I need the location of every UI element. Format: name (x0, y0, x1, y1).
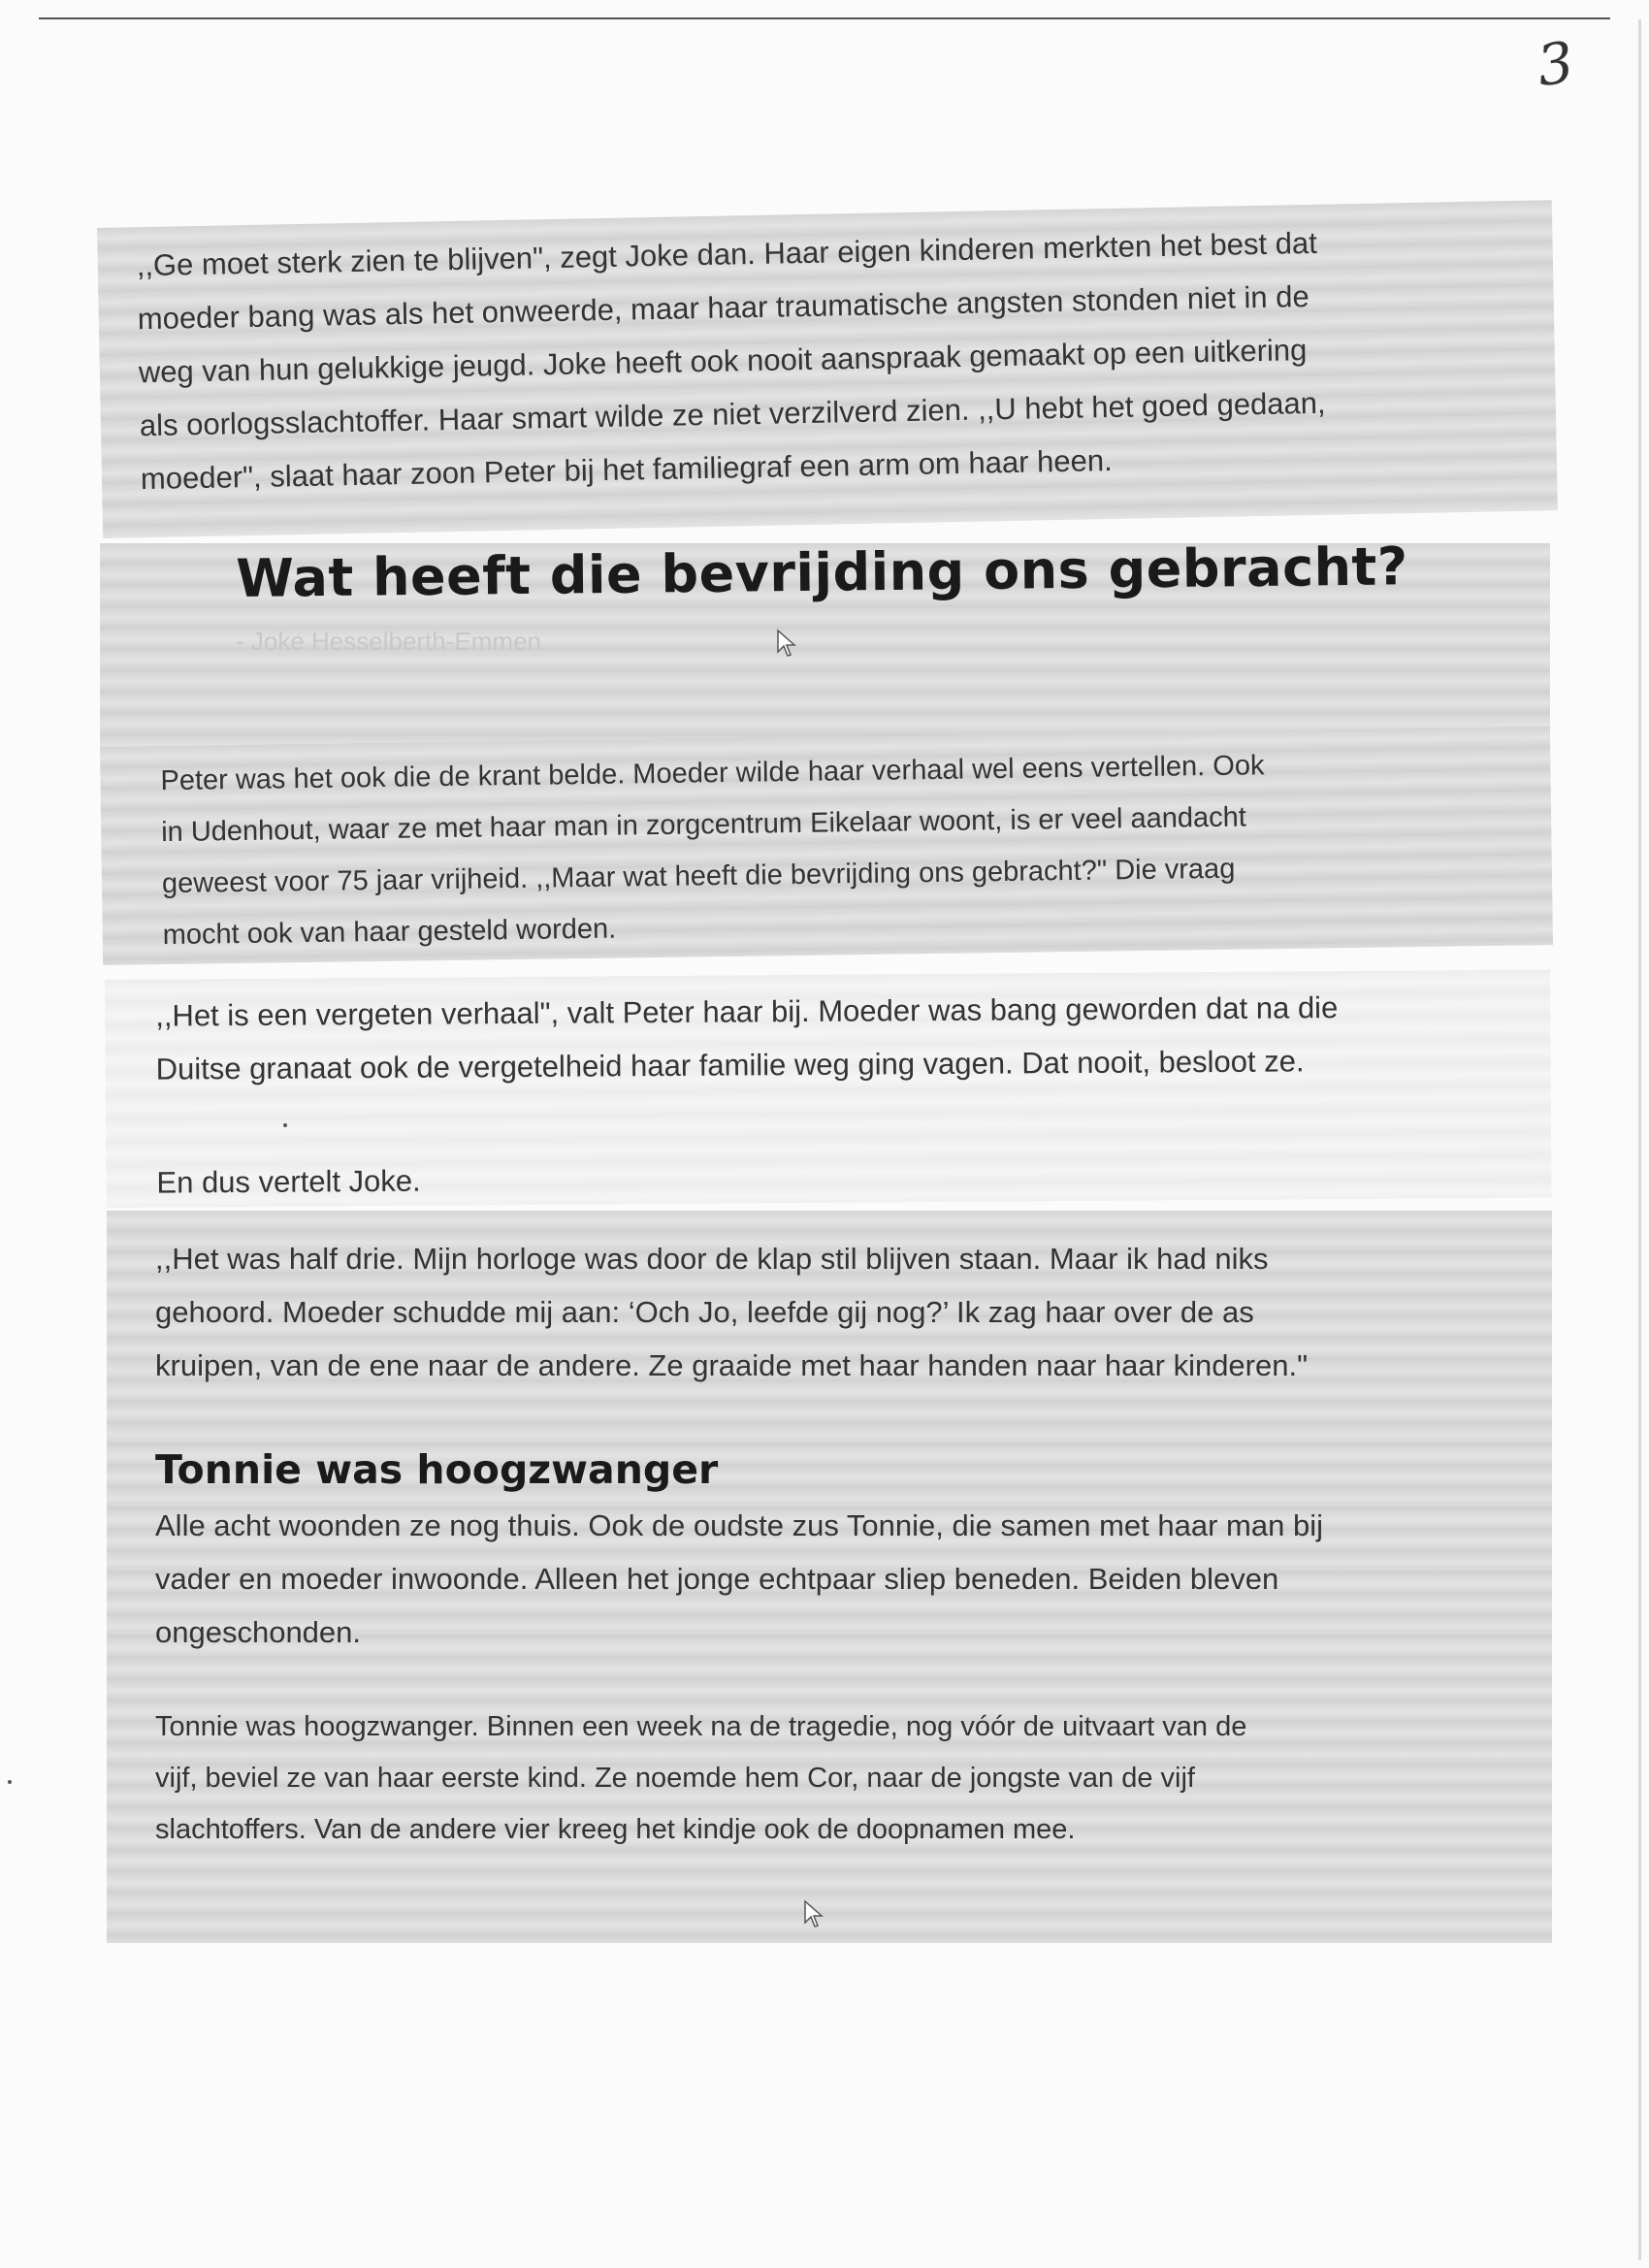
text-line: gehoord. Moeder schudde mij aan: ‘Och Jo, leefde gij nog?’ Ik zag haar over de as (155, 1295, 1254, 1329)
section-subhead: Tonnie was hoogzwanger (155, 1446, 719, 1493)
text-line: Alle acht woonden ze nog thuis. Ook de oudste zus Tonnie, die samen met haar man bij (155, 1508, 1323, 1542)
paragraph-en-dus: En dus vertelt Joke. (156, 1163, 421, 1200)
scan-top-rule (39, 17, 1610, 19)
clipping-strip-headline (100, 535, 1550, 747)
text-line: vijf, beviel ze van haar eerste kind. Ze noemde hem Cor, naar de jongste van de vijf (155, 1763, 1195, 1794)
text-line: ,,Ge moet sterk zien te blijven", zegt Joke dan. Haar eigen kinderen merkten het best dat (136, 225, 1318, 283)
paragraph-ge-moet-sterk (136, 212, 1518, 505)
paragraph-half-drie (155, 1232, 1513, 1392)
text-line: geweest voor 75 jaar vrijheid. ,,Maar wat heeft die bevrijding ons gebracht?" Die vraag (161, 853, 1236, 900)
paragraph-peter-belde (160, 737, 1514, 961)
clipping-strip-2 (100, 727, 1553, 965)
scan-right-edge (1638, 19, 1641, 2260)
text-line: Peter was het ook die de krant belde. Moeder wilde haar verhaal wel eens vertellen. Ook (160, 750, 1265, 797)
article-byline: - Joke Hesselberth-Emmen (236, 627, 541, 656)
text-line: weg van hun gelukkige jeugd. Joke heeft ook nooit aanspraak gemaakt op een uitkering (138, 333, 1308, 390)
text-line: ongeschonden. (155, 1615, 362, 1649)
article-headline: Wat heeft die bevrijding ons gebracht? (236, 535, 1408, 609)
scan-speck (8, 1780, 12, 1784)
clipping-strip-3 (105, 970, 1552, 1208)
mouse-pointer-icon (776, 629, 797, 658)
text-line: in Udenhout, waar ze met haar man in zorgcentrum Eikelaar woont, is er veel aandacht (161, 801, 1247, 849)
paragraph-vergeten-verhaal (155, 980, 1512, 1096)
text-line: ,,Het is een vergeten verhaal", valt Peter haar bij. Moeder was bang geworden dat na die (155, 990, 1339, 1033)
mouse-pointer-icon (803, 1899, 824, 1928)
text-line: moeder bang was als het onweerde, maar haar traumatische angsten stonden niet in de (137, 279, 1310, 337)
paragraph-tonnie-hoogzwanger (155, 1701, 1513, 1856)
text-line: Duitse granaat ook de vergetelheid haar familie weg ging vagen. Dat nooit, besloot ze. (155, 1044, 1305, 1086)
clipping-strip-1 (97, 200, 1558, 538)
text-line: vader en moeder inwoonde. Alleen het jonge echtpaar sliep beneden. Beiden bleven (155, 1562, 1279, 1596)
text-line: Tonnie was hoogzwanger. Binnen een week na de tragedie, nog vóór de uitvaart van de (155, 1711, 1247, 1742)
handwritten-page-number: 3 (1533, 28, 1578, 100)
text-line: als oorlogsslachtoffer. Haar smart wilde ze niet verzilverd zien. ,,U hebt het goed gedaan, (139, 385, 1326, 443)
text-line: slachtoffers. Van de andere vier kreeg het kindje ook de doopnamen mee. (155, 1814, 1076, 1845)
text-line: ,,Het was half drie. Mijn horloge was door de klap stil blijven staan. Maar ik had niks (155, 1242, 1269, 1276)
paragraph-alle-acht (155, 1499, 1513, 1659)
clipping-strip-4 (107, 1211, 1552, 1943)
text-line: mocht ook van haar gesteld worden. (162, 913, 617, 952)
scan-speck (283, 1123, 287, 1127)
text-line: kruipen, van de ene naar de andere. Ze graaide met haar handen naar haar kinderen." (155, 1348, 1309, 1382)
text-line: moeder", slaat haar zoon Peter bij het familiegraf een arm om haar heen. (140, 442, 1113, 497)
